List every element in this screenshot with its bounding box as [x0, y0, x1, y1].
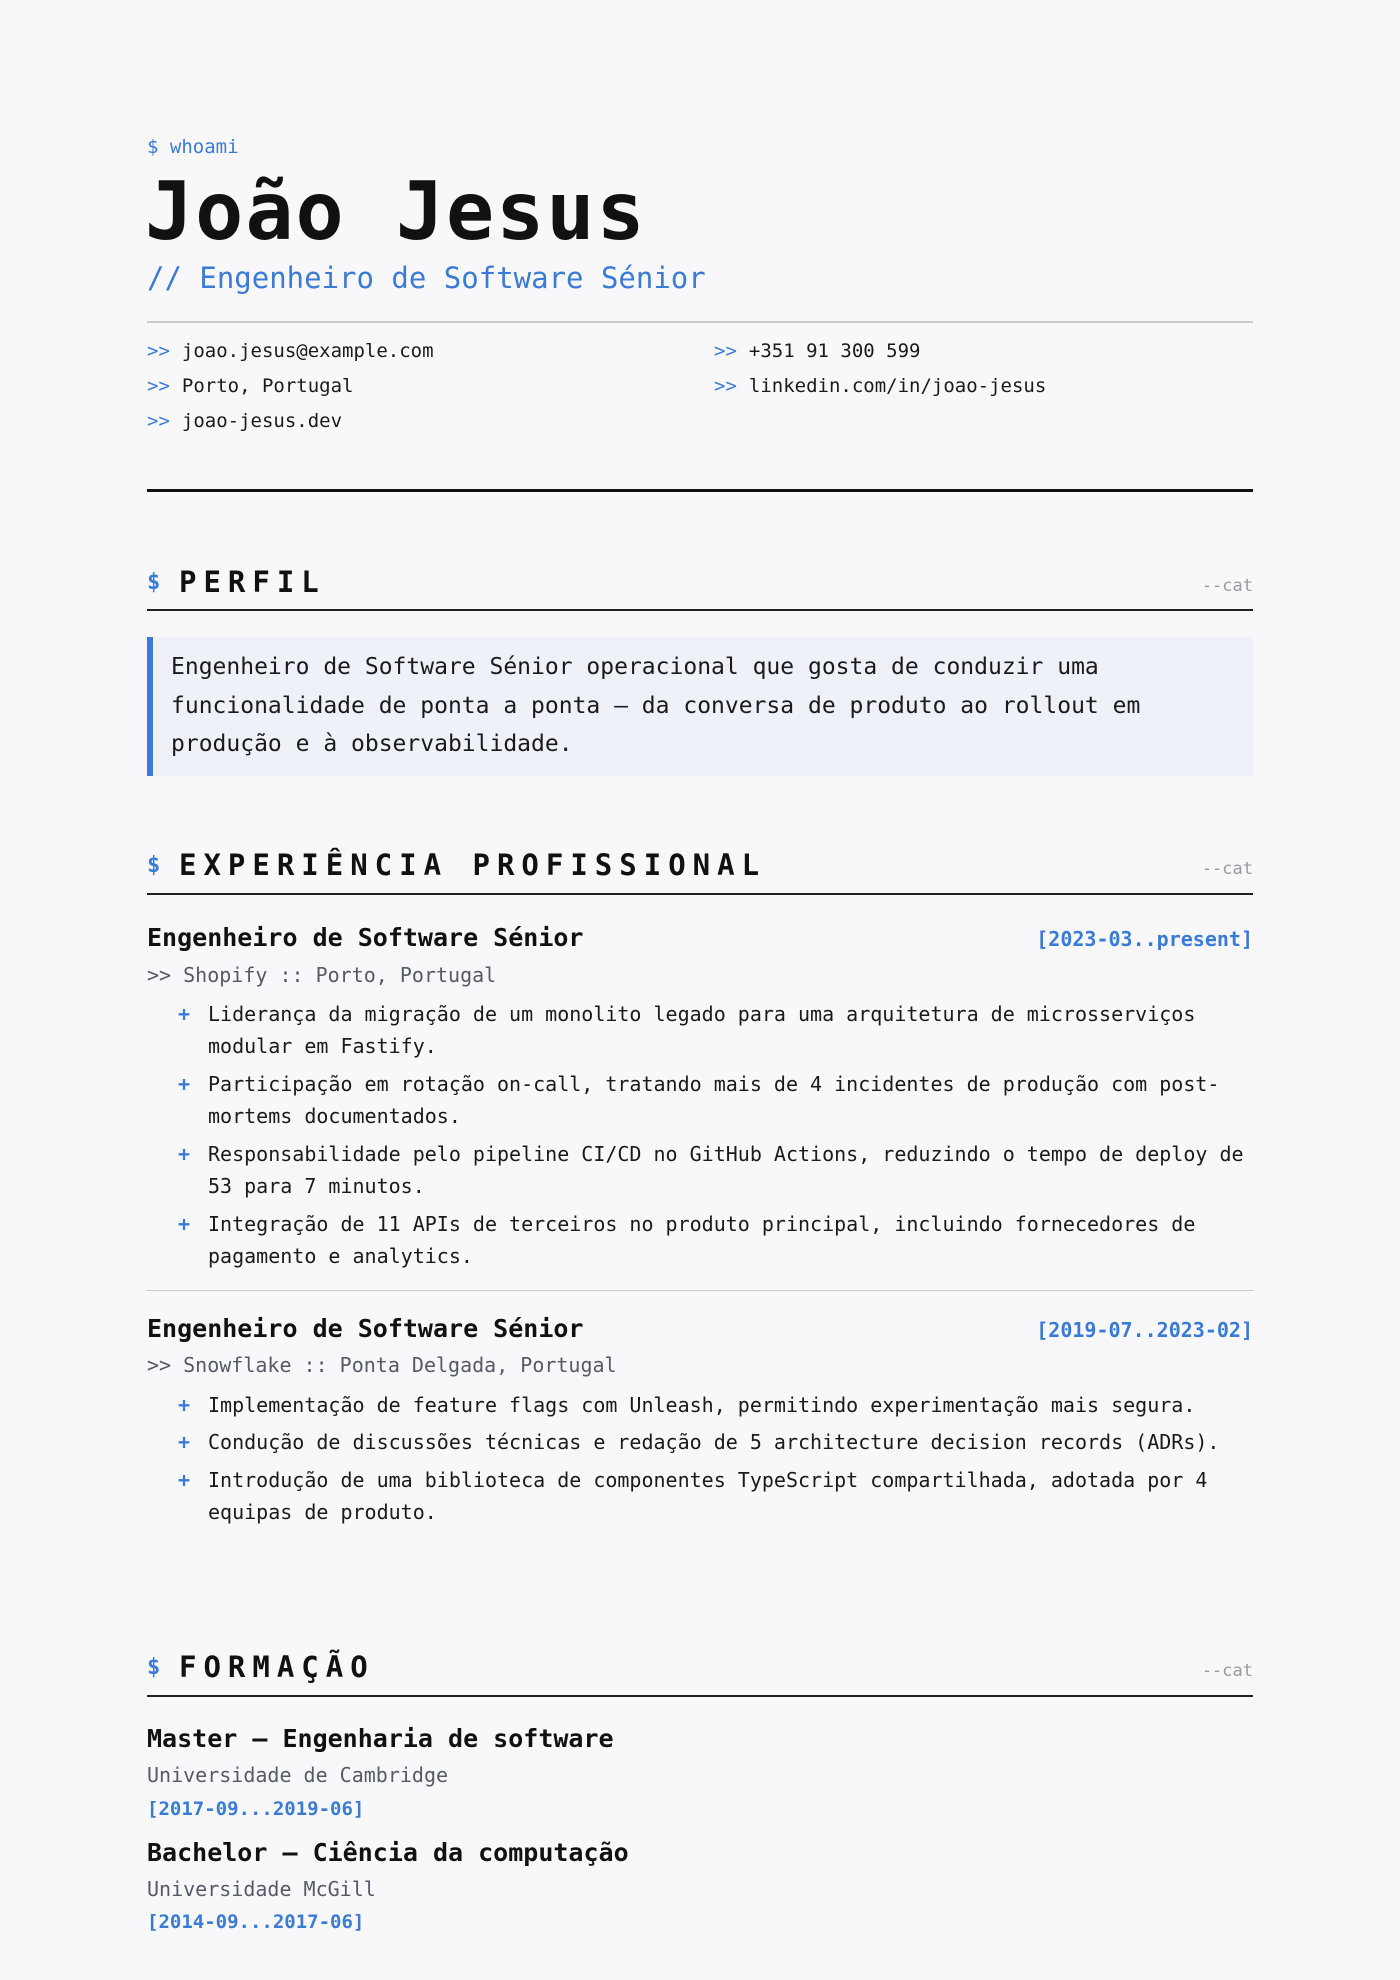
bullet-text: Condução de discussões técnicas e redação de 5 architecture decision records (ADRs).: [208, 1430, 1220, 1454]
cat-flag: --cat: [1201, 859, 1253, 879]
arrow-icon: >>: [714, 375, 737, 397]
job-bullet-list: [178, 1389, 1258, 1528]
list-item: [178, 1208, 1258, 1272]
education-date: [2017-09...2019-06]: [147, 1798, 365, 1820]
education-degree: Bachelor — Ciência da computação: [147, 1838, 629, 1867]
plus-icon: +: [178, 1142, 191, 1166]
header-bottom-rule: [147, 489, 1253, 492]
bullet-text: Responsabilidade pelo pipeline CI/CD no GitHub Actions, reduzindo o tempo de deploy de 53 para 7 minutos.: [208, 1142, 1244, 1198]
list-item: [178, 1464, 1258, 1528]
contact-phone: [714, 339, 920, 363]
bullet-text: Implementação de feature flags com Unleash, permitindo experimentação mais segura.: [208, 1393, 1196, 1417]
plus-icon: +: [178, 1393, 191, 1417]
section-header-education: [147, 1647, 1253, 1687]
section-title: FORMAÇÃO: [179, 1650, 375, 1684]
header-divider: [147, 321, 1253, 323]
contact-linkedin: [714, 374, 1046, 398]
prompt-symbol: $: [147, 1655, 161, 1680]
job-date: [2023-03..present]: [1036, 927, 1253, 951]
education-date: [2014-09...2017-06]: [147, 1911, 365, 1933]
section-rule: [147, 1695, 1253, 1697]
prompt-symbol: $: [147, 853, 161, 878]
job-bullet-list: [178, 998, 1258, 1272]
plus-icon: +: [178, 1468, 191, 1492]
section-header-experience: [147, 845, 1253, 885]
education-school: Universidade de Cambridge: [147, 1763, 449, 1787]
section-rule: [147, 893, 1253, 895]
job-date: [2019-07..2023-02]: [1036, 1318, 1253, 1342]
contact-location: [147, 374, 353, 398]
location-text: Porto, Portugal: [181, 375, 354, 397]
plus-icon: +: [178, 1430, 191, 1454]
cat-flag: --cat: [1201, 576, 1253, 596]
arrow-icon: >>: [147, 340, 170, 362]
arrow-icon: >>: [147, 375, 170, 397]
job-company: >> Shopify :: Porto, Portugal: [147, 963, 497, 987]
education-school: Universidade McGill: [147, 1877, 376, 1901]
list-item: [178, 998, 1258, 1062]
list-item: [178, 1389, 1258, 1421]
bullet-text: Liderança da migração de um monolito legado para uma arquitetura de microsserviços modular em Fastify.: [208, 1002, 1196, 1058]
phone-text[interactable]: +351 91 300 599: [748, 340, 921, 362]
list-item: [178, 1068, 1258, 1132]
job-company: >> Snowflake :: Ponta Delgada, Portugal: [147, 1353, 617, 1377]
profile-summary: Engenheiro de Software Sénior operacional que gosta de conduzir uma funcionalidade de ponta a ponta — da conversa de produto ao rollout em produção e à observabilidade.: [147, 637, 1253, 776]
whoami-prompt: $ whoami: [147, 136, 239, 158]
bullet-text: Introdução de uma biblioteca de componentes TypeScript compartilhada, adotada por 4 equipas de produto.: [208, 1468, 1208, 1524]
bullet-text: Integração de 11 APIs de terceiros no produto principal, incluindo fornecedores de pagamento e analytics.: [208, 1212, 1196, 1268]
website-link[interactable]: joao-jesus.dev: [181, 410, 343, 432]
list-item: [178, 1426, 1258, 1458]
person-name: João Jesus: [145, 165, 647, 258]
prompt-symbol: $: [147, 570, 161, 595]
job-title: Engenheiro de Software Sénior: [147, 1314, 584, 1343]
bullet-text: Participação em rotação on-call, tratando mais de 4 incidentes de produção com post-mortems documentados.: [208, 1072, 1220, 1128]
job-divider: [147, 1290, 1253, 1291]
linkedin-link[interactable]: linkedin.com/in/joao-jesus: [748, 375, 1047, 397]
arrow-icon: >>: [147, 410, 170, 432]
education-degree: Master — Engenharia de software: [147, 1724, 614, 1753]
email-text[interactable]: joao.jesus@example.com: [181, 340, 434, 362]
cat-flag: --cat: [1201, 1661, 1253, 1681]
section-header-profile: [147, 562, 1253, 602]
plus-icon: +: [178, 1072, 191, 1096]
section-title: PERFIL: [179, 565, 326, 599]
list-item: [178, 1138, 1258, 1202]
arrow-icon: >>: [714, 340, 737, 362]
job-title: Engenheiro de Software Sénior: [147, 923, 584, 952]
section-title: EXPERIÊNCIA PROFISSIONAL: [179, 848, 767, 882]
contact-website: [147, 409, 342, 433]
contact-email: [147, 339, 434, 363]
plus-icon: +: [178, 1212, 191, 1236]
job-role: // Engenheiro de Software Sénior: [147, 261, 706, 295]
section-rule: [147, 609, 1253, 611]
plus-icon: +: [178, 1002, 191, 1026]
